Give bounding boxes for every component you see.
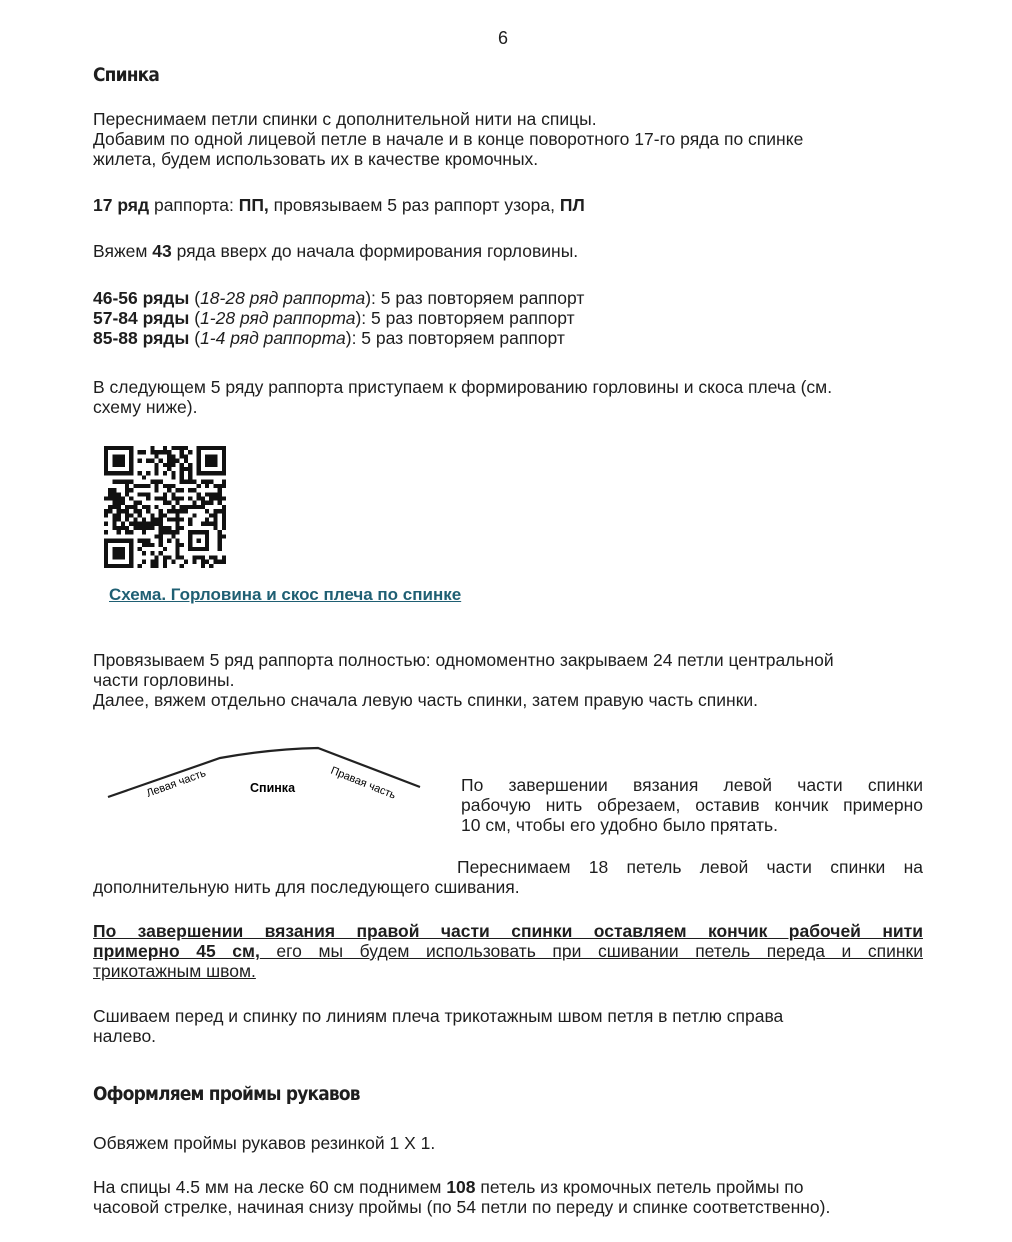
section-title-back: Спинка: [93, 64, 160, 87]
rows-item: [93, 288, 584, 308]
diagram-right-label: Правая часть: [328, 764, 398, 802]
paragraph-line: [93, 941, 923, 961]
rows-repeat: 1-4 ряд раппорта: [200, 328, 346, 348]
rows-text: ): 5 раз повторяем раппорт: [365, 288, 585, 308]
armhole-rib-line: Обвяжем проймы рукавов резинкой 1 Х 1.: [93, 1133, 436, 1153]
paragraph-text: его мы будем использовать при сшивании петель переда и спинки: [259, 941, 923, 961]
row17-pl: ПЛ: [559, 195, 585, 215]
intro-paragraph: [93, 109, 803, 169]
right-done-paragraph: [93, 921, 923, 981]
paragraph-line: Сшиваем перед и спинку по линиям плеча трикотажным швом петля в петлю справа: [93, 1006, 784, 1026]
paragraph-line: часовой стрелке, начиная снизу проймы (по 54 петли по переду и спинке соответственно).: [93, 1197, 831, 1217]
paragraph-line: части горловины.: [93, 670, 235, 690]
row17-label: 17 ряд: [93, 195, 150, 215]
rows-text: ): 5 раз повторяем раппорт: [355, 308, 575, 328]
paragraph-text: На спицы 4.5 мм на леске 60 см поднимем: [93, 1177, 447, 1197]
armhole-pickup-paragraph: [93, 1177, 830, 1217]
stitch-count: 108: [446, 1177, 476, 1197]
intro-line: Переснимаем петли спинки с дополнительной нити на спицы.: [93, 109, 597, 129]
paragraph-line: схему ниже).: [93, 397, 198, 417]
paragraph-line: трикотажным швом.: [93, 961, 256, 981]
knit-up-count: 43: [152, 241, 172, 261]
rows-text: ): 5 раз повторяем раппорт: [345, 328, 565, 348]
rows-repeat: 18-28 ряд раппорта: [200, 288, 366, 308]
paragraph-line: По завершении вязания левой части спинки: [461, 775, 923, 795]
qr-code[interactable]: [104, 446, 226, 568]
rows-text: (: [189, 308, 201, 328]
paragraph-line: Далее, вяжем отдельно сначала левую часть спинки, затем правую часть спинки.: [93, 690, 759, 710]
diagram-left-label: Левая часть: [144, 767, 208, 800]
row17-line: [93, 195, 585, 215]
rows-item: [93, 308, 584, 328]
reshoot-paragraph: [93, 857, 923, 897]
page-number: 6: [498, 28, 509, 48]
paragraph-line: [93, 1177, 830, 1197]
rows-range: 46-56 ряды: [93, 288, 190, 308]
knit5-paragraph: [93, 650, 834, 710]
paragraph-line: 10 см, чтобы его удобно было прятать.: [461, 815, 778, 835]
paragraph-line: По завершении вязания правой части спинки оставляем кончик рабочей нити: [93, 921, 923, 941]
rows-text: (: [189, 288, 201, 308]
knit-up-text: Вяжем: [93, 241, 153, 261]
paragraph-line: рабочую нить обрезаем, оставив кончик примерно: [461, 795, 923, 815]
rows-text: (: [189, 328, 201, 348]
rows-range: 57-84 ряды: [93, 308, 190, 328]
row17-text: провязываем 5 раз раппорт узора,: [268, 195, 560, 215]
rows-repeat: 1-28 ряд раппорта: [200, 308, 356, 328]
neckline-start-paragraph: [93, 377, 832, 417]
paragraph-line: дополнительную нить для последующего сшивания.: [93, 877, 520, 897]
left-done-paragraph: [461, 775, 923, 835]
scheme-link[interactable]: Схема. Горловина и скос плеча по спинке: [109, 585, 462, 604]
paragraph-line: налево.: [93, 1026, 157, 1046]
back-shape-diagram: [100, 735, 440, 815]
knit-up-line: [93, 241, 578, 261]
paragraph-line: Переснимаем 18 петель левой части спинки на: [457, 857, 923, 877]
diagram-center-label: Спинка: [250, 781, 296, 795]
rows-list: [93, 288, 584, 348]
paragraph-line: В следующем 5 ряду раппорта приступаем к формированию горловины и скоса плеча (см.: [93, 377, 833, 397]
rows-item: [93, 328, 584, 348]
paragraph-text: петель из кромочных петель проймы по: [475, 1177, 804, 1197]
row17-text: раппорта:: [149, 195, 239, 215]
tail-length: примерно 45 см,: [93, 941, 260, 961]
knit-up-text: ряда вверх до начала формирования горловины.: [171, 241, 579, 261]
intro-line: жилета, будем использовать их в качестве кромочных.: [93, 149, 539, 169]
intro-line: Добавим по одной лицевой петле в начале и в конце поворотного 17-го ряда по спинке: [93, 129, 804, 149]
rows-range: 85-88 ряды: [93, 328, 190, 348]
section-title-armhole: Оформляем проймы рукавов: [93, 1083, 360, 1106]
paragraph-line: Провязываем 5 ряд раппорта полностью: одномоментно закрываем 24 петли центральной: [93, 650, 834, 670]
sew-paragraph: [93, 1006, 783, 1046]
row17-pp: ПП,: [238, 195, 269, 215]
